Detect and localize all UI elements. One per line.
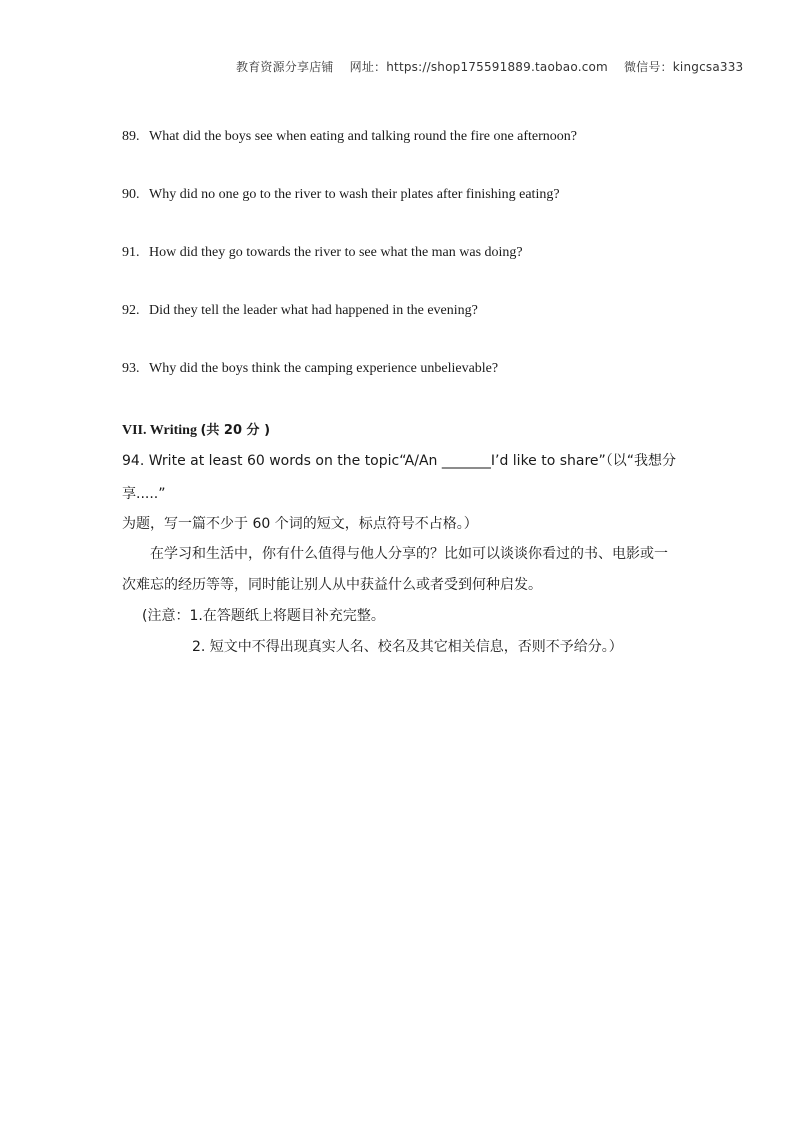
site-url[interactable]: https://shop175591889.taobao.com (386, 60, 608, 74)
question-94-text: 94. Write at least 60 words on the topic“A/An _______I’d like to share”（以“我想分 (122, 453, 677, 469)
question-number: 93. (122, 361, 140, 376)
wechat-label: 微信号： (623, 60, 673, 74)
question-94-line1 (122, 450, 677, 470)
question-text: How did they go towards the river to see what the man was doing? (149, 245, 523, 260)
note-1: (注意：1.在答题纸上将题目补充完整。 (142, 608, 385, 624)
question-90 (122, 187, 560, 203)
question-text: Did they tell the leader what had happened in the evening? (149, 303, 478, 318)
question-number: 91. (122, 245, 140, 260)
question-text: What did the boys see when eating and talking round the fire one afternoon? (149, 129, 578, 144)
question-number: 92. (122, 303, 140, 318)
question-number: 89. (122, 129, 140, 144)
page-header (236, 58, 743, 75)
writing-prompt-line1: 在学习和生活中，你有什么值得与他人分享的？比如可以谈谈你看过的书、电影或一 (150, 546, 668, 562)
question-89 (122, 129, 577, 145)
section-score: (共 20 分 ) (200, 423, 271, 438)
section-heading (122, 419, 270, 439)
wechat-id: kingcsa333 (672, 60, 744, 74)
question-94-line2: 享.....” (122, 486, 166, 502)
shop-name: 教育资源分享店铺 (236, 60, 334, 74)
question-91 (122, 245, 523, 261)
question-number: 90. (122, 187, 140, 202)
question-92 (122, 303, 478, 319)
note-2: 2. 短文中不得出现真实人名、校名及其它相关信息，否则不予给分。） (192, 639, 623, 655)
section-title: VII. Writing (122, 423, 197, 438)
site-label: 网址： (349, 60, 387, 74)
question-94 (122, 450, 677, 470)
question-94-line3: 为题，写一篇不少于 60 个词的短文，标点符号不占格。） (122, 516, 478, 532)
question-text: Why did the boys think the camping experience unbelievable? (149, 361, 499, 376)
question-text: Why did no one go to the river to wash their plates after finishing eating? (149, 187, 560, 202)
question-93 (122, 361, 498, 377)
writing-prompt-line2: 次难忘的经历等等，同时能让别人从中获益什么或者受到何种启发。 (122, 577, 542, 593)
